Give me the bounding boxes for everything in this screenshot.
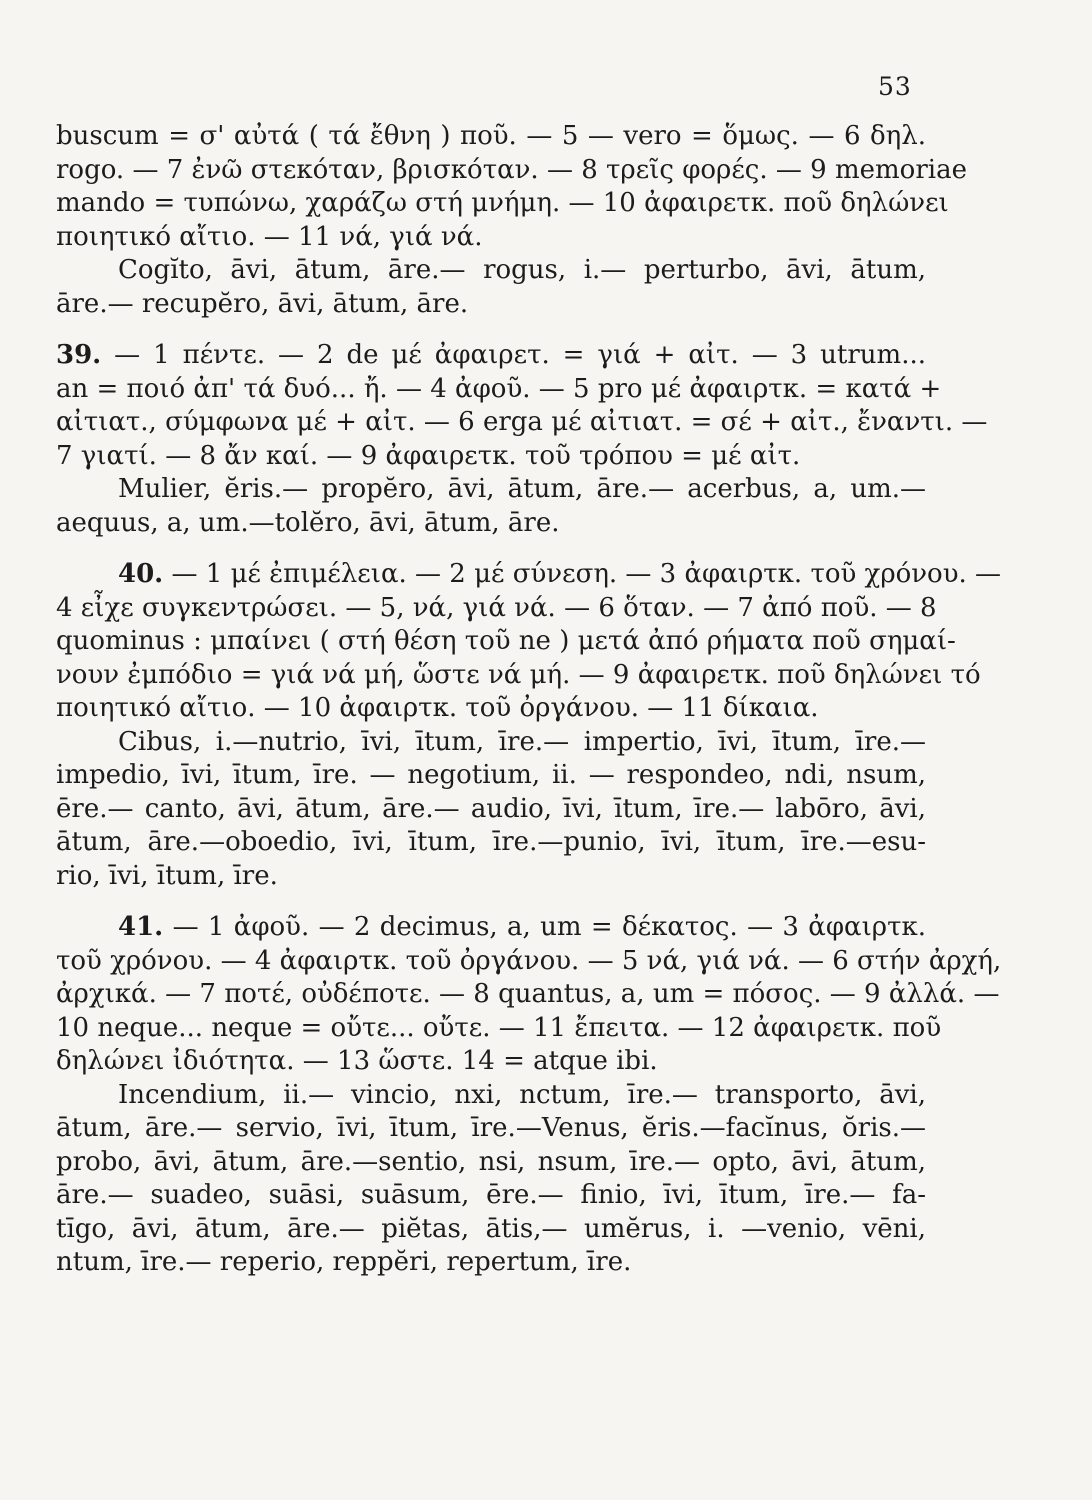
notes-39 <box>56 339 988 473</box>
text-line: impedio, īvi, ītum, īre. — negotium, ii. — respondeo, ndi, nsum, <box>56 760 926 790</box>
text-line: ātum, āre.— servio, īvi, ītum, īre.—Venus, ĕris.—facĭnus, ŏris.— <box>56 1113 926 1143</box>
text-line: aequus, a, um.—tolĕro, āvi, ātum, āre. <box>56 507 560 538</box>
text-line: an = ποιό ἀπ' τά δυό... ἤ. — 4 ἀφοῦ. — 5 pro μέ ἀφαιρτκ. = κατά + <box>56 373 942 404</box>
text-line: buscum = σ' αὐτά ( τά ἔθνη ) ποῦ. — 5 — vero = ὅμως. — 6 δηλ. <box>56 121 926 151</box>
text-line: āre.— recupĕro, āvi, ātum, āre. <box>56 288 469 319</box>
text-line: 40. — 1 μέ ἐπιμέλεια. — 2 μέ σύνεση. — 3 ἀφαιρτκ. τοῦ χρόνου. — <box>118 559 1002 589</box>
text-line: Incendium, ii.— vincio, nxi, nctum, īre.— transporto, āvi, <box>118 1079 926 1110</box>
text-line: Cibus, i.—nutrio, īvi, ītum, īre.— impertio, īvi, ītum, īre.— <box>118 726 926 757</box>
text-line: δηλώνει ἰδιότητα. — 13 ὥστε. 14 = atque ibi. <box>56 1046 658 1076</box>
section-number: 40. <box>118 559 164 589</box>
text-line: ēre.— canto, āvi, ātum, āre.— audio, īvi, ītum, īre.— labōro, āvi, <box>56 793 926 824</box>
page-number: 53 <box>878 72 912 101</box>
vocabulary-38 <box>56 254 926 321</box>
text-line: Mulier, ĕris.— propĕro, āvi, ātum, āre.— acerbus, a, um.— <box>118 474 926 504</box>
vocabulary-39 <box>56 473 926 540</box>
text-line: quominus : μπαίνει ( στή θέση τοῦ ne ) μετά ἀπό ρήματα ποῦ σημαί- <box>56 626 956 656</box>
vocabulary-40 <box>56 726 926 894</box>
notes-38-continued <box>56 120 967 254</box>
text-line: 10 neque... neque = οὔτε... οὔτε. — 11 ἔπειτα. — 12 ἀφαιρετκ. ποῦ <box>56 1012 942 1043</box>
text-line: 4 εἶχε συγκεντρώσει. — 5, νά, γιά νά. — 6 ὅταν. — 7 ἀπό ποῦ. — 8 <box>56 592 937 623</box>
page-content <box>56 120 1002 1280</box>
section-number: 41. <box>118 912 164 942</box>
section-number: 39. <box>56 340 102 370</box>
text-line: 41. — 1 ἀφοῦ. — 2 decimus, a, um = δέκατος. — 3 ἀφαιρτκ. <box>118 912 926 942</box>
text-line: ἀρχικά. — 7 ποτέ, οὐδέποτε. — 8 quantus, a, um = πόσος. — 9 ἀλλά. — <box>56 979 1000 1009</box>
text-line: τοῦ χρόνου. — 4 ἀφαιρτκ. τοῦ ὀργάνου. — 5 νά, γιά νά. — 6 στήν ἀρχή, <box>56 945 1002 976</box>
text-line: 7 γιατί. — 8 ἄν καί. — 9 ἀφαιρετκ. τοῦ τρόπου = μέ αἰτ. <box>56 440 801 471</box>
text-line: rio, īvi, ītum, īre. <box>56 860 278 891</box>
text-line: mando = τυπώνω, χαράζω στή μνήμη. — 10 ἀφαιρετκ. ποῦ δηλώνει <box>56 188 949 218</box>
text-line: ποιητικό αἴτιο. — 11 νά, γιά νά. <box>56 221 483 252</box>
text-line: āre.— suadeo, suāsi, suāsum, ēre.— finio, īvi, ītum, īre.— fa- <box>56 1180 926 1210</box>
text-line: rogo. — 7 ἐνῶ στεκόταν, βρισκόταν. — 8 τρεῖς φορές. — 9 memoriae <box>56 154 967 185</box>
text-line: νουν ἐμπόδιο = γιά νά μή, ὥστε νά μή. — 9 ἀφαιρετκ. ποῦ δηλώνει τό <box>56 659 981 690</box>
notes-41 <box>56 911 1002 1079</box>
text-line: 39. — 1 πέντε. — 2 de μέ ἀφαιρετ. = γιά + αἰτ. — 3 utrum... <box>56 340 926 370</box>
notes-40 <box>56 558 1002 726</box>
text-line: tīgo, āvi, ātum, āre.— piĕtas, ātis,— umĕrus, i. —venio, vēni, <box>56 1213 926 1244</box>
vocabulary-41 <box>56 1079 926 1280</box>
text-line: ntum, īre.— reperio, reppĕri, repertum, īre. <box>56 1247 632 1277</box>
text-line: Cogĭto, āvi, ātum, āre.— rogus, i.— perturbo, āvi, ātum, <box>118 255 926 285</box>
text-line: probo, āvi, ātum, āre.—sentio, nsi, nsum, īre.— opto, āvi, ātum, <box>56 1146 926 1177</box>
text-line: ātum, āre.—oboedio, īvi, ītum, īre.—punio, īvi, ītum, īre.—esu- <box>56 827 926 857</box>
text-line: αἰτιατ., σύμφωνα μέ + αἰτ. — 6 erga μέ αἰτιατ. = σέ + αἰτ., ἔναντι. — <box>56 407 988 437</box>
text-line: ποιητικό αἴτιο. — 10 ἀφαιρτκ. τοῦ ὀργάνου. — 11 δίκαια. <box>56 693 819 723</box>
